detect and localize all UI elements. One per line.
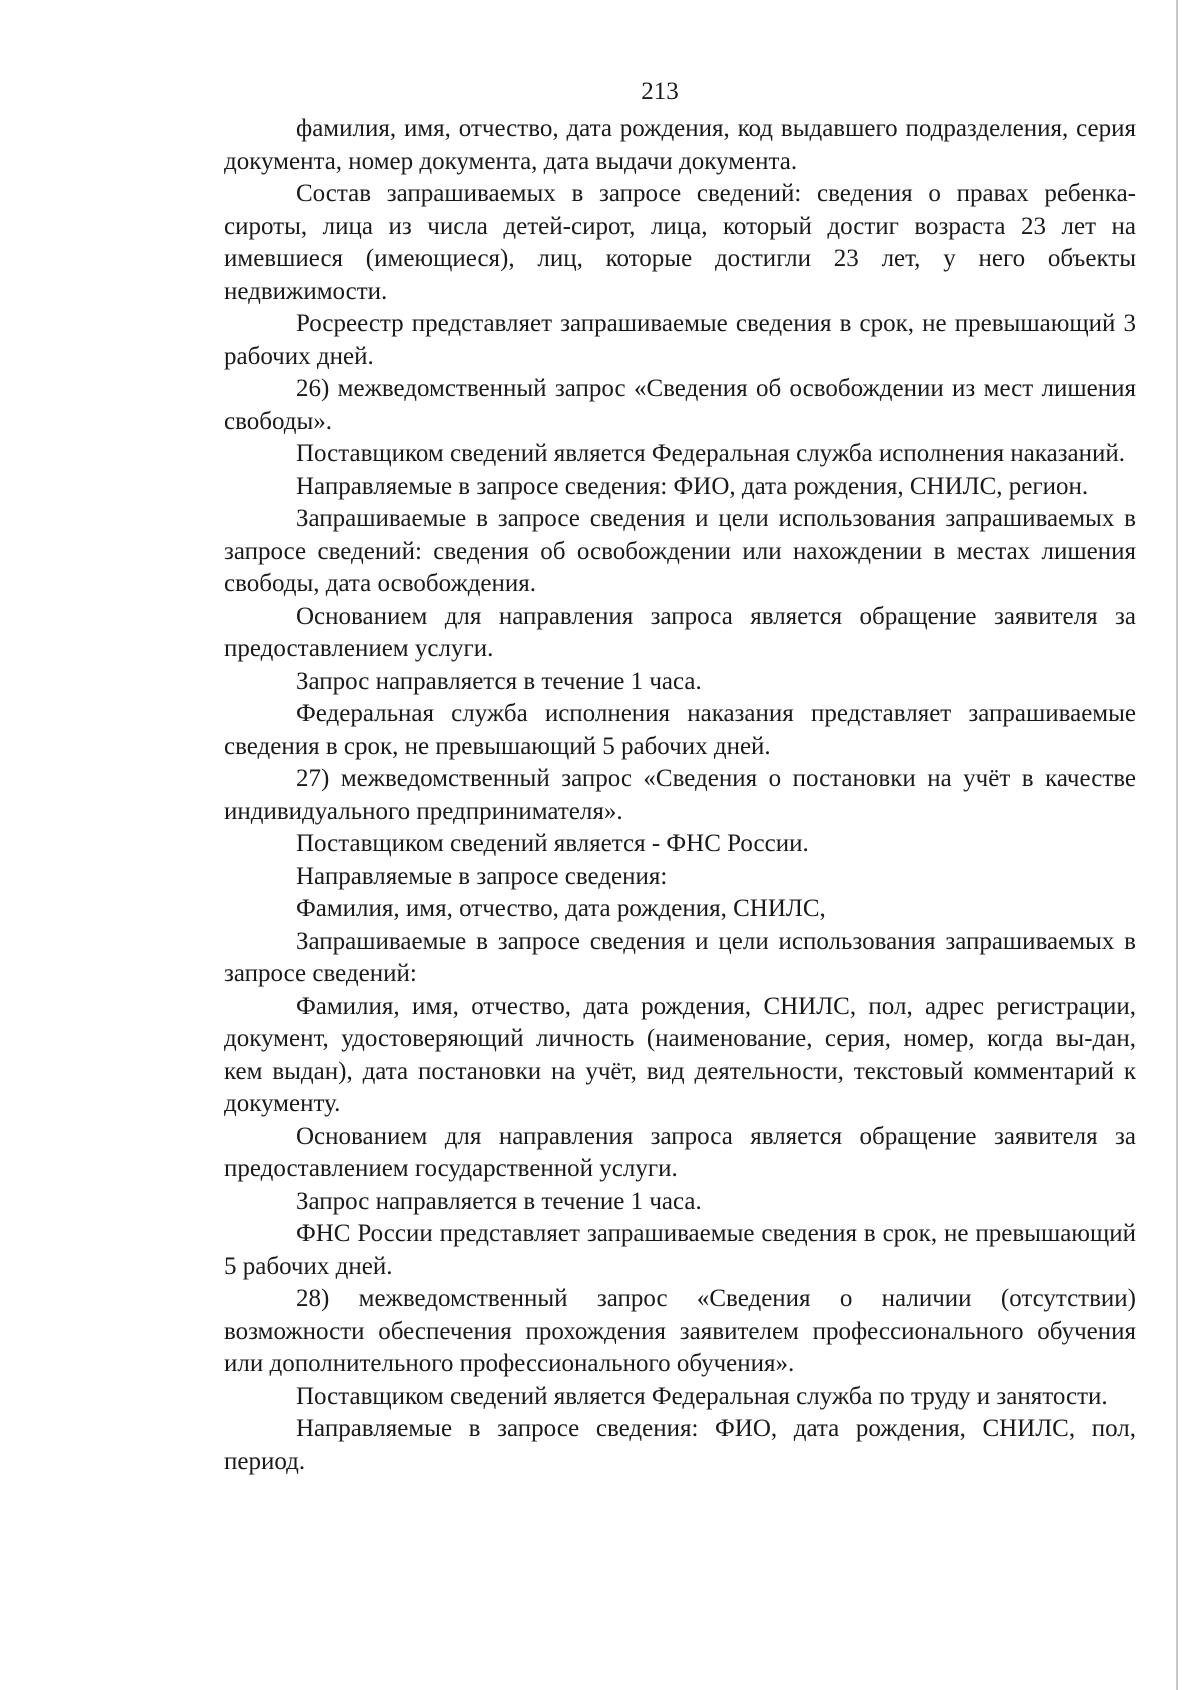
paragraph-continuation: фамилия, имя, отчество, дата рождения, код выдавшего подразделения, серия документа, номер документа, дата выдачи документа. — [224, 115, 1136, 175]
paragraph: Федеральная служба исполнения наказания представляет запрашиваемые сведения в срок, не превышающий 5 рабочих дней. — [224, 700, 1136, 760]
paragraph: Поставщиком сведений является Федеральная служба исполнения наказаний. — [296, 440, 1126, 467]
paragraph: Поставщиком сведений является - ФНС России. — [296, 830, 809, 857]
paragraph: Запрашиваемые в запросе сведения и цели использования запрашиваемых в запросе сведений: сведения об освобождении или нахождении в местах лишения свободы, дата освобождения. — [224, 505, 1136, 597]
scan-edge-line — [1176, 0, 1178, 1690]
paragraph: Состав запрашиваемых в запросе сведений: сведения о правах ребенка-сироты, лица из числа детей-сирот, лица, который достиг возраста 23 лет на имевшиеся (имеющиеся), лиц, которые достигли 23 лет, у него объекты недвижимости. — [224, 180, 1136, 305]
paragraph: Направляемые в запросе сведения: ФИО, дата рождения, СНИЛС, регион. — [296, 472, 1089, 500]
paragraph: Основанием для направления запроса является обращение заявителя за предоставлением услуги. — [224, 602, 1136, 662]
paragraph: Поставщиком сведений является Федеральная служба по труду и занятости. — [296, 1382, 1108, 1410]
paragraph: Запрашиваемые в запросе сведения и цели использования запрашиваемых в запросе сведений: — [224, 927, 1136, 987]
paragraph: Запрос направляется в течение 1 часа. — [296, 1187, 702, 1215]
paragraph: Основанием для направления запроса является обращение заявителя за предоставлением государственной услуги. — [224, 1122, 1136, 1182]
paragraph: ФНС России представляет запрашиваемые сведения в срок, не превышающий 5 рабочих дней. — [224, 1220, 1136, 1280]
paragraph: Росреестр представляет запрашиваемые сведения в срок, не превышающий 3 рабочих дней. — [224, 310, 1136, 370]
page-number: 213 — [641, 78, 679, 105]
document-body — [224, 113, 1136, 1478]
paragraph: Запрос направляется в течение 1 часа. — [296, 667, 702, 695]
paragraph-item-28: 28) межведомственный запрос «Сведения о наличии (отсутствии) возможности обеспечения прохождения заявителем профессионального обучения или дополнительного профессионального обучения». — [224, 1285, 1136, 1377]
paragraph-item-26: 26) межведомственный запрос «Сведения об освобождении из мест лишения свободы». — [224, 375, 1136, 435]
paragraph: Фамилия, имя, отчество, дата рождения, СНИЛС, пол, адрес регистрации, документ, удостоверяющий личность (наименование, серия, номер, когда вы-дан, кем выдан), дата постановки на учёт, вид деятельности, текстовый комментарий к документу. — [224, 992, 1136, 1117]
paragraph: Фамилия, имя, отчество, дата рождения, СНИЛС, — [296, 895, 826, 922]
paragraph: Направляемые в запросе сведения: ФИО, дата рождения, СНИЛС, пол, период. — [224, 1415, 1136, 1475]
paragraph: Направляемые в запросе сведения: — [296, 862, 668, 890]
paragraph-item-27: 27) межведомственный запрос «Сведения о постановки на учёт в качестве индивидуального предпринимателя». — [224, 765, 1136, 825]
